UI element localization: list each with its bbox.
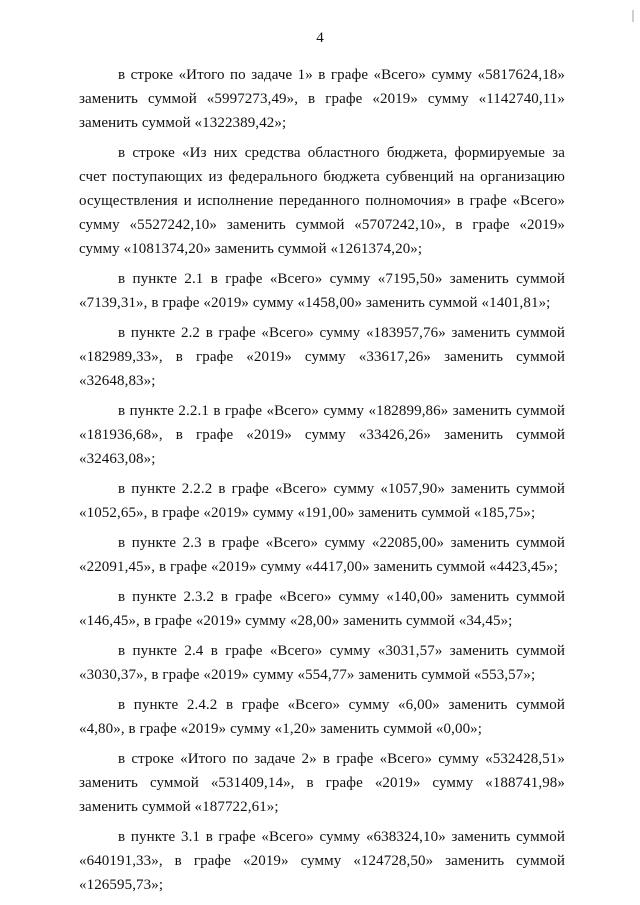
paragraph-item-2-4: в пункте 2.4 в графе «Всего» сумму «3031,57» заменить суммой «3030,37», в графе «2019» сумму «554,77» заменить суммой «553,57»;	[79, 643, 565, 683]
paragraph-item-2-1: в пункте 2.1 в графе «Всего» сумму «7195,50» заменить суммой «7139,31», в графе «2019» сумму «1458,00» заменить суммой «1401,81»;	[79, 271, 565, 311]
paragraph-item-2-3: в пункте 2.3 в графе «Всего» сумму «22085,00» заменить суммой «22091,45», в графе «2019» сумму «4417,00» заменить суммой «4423,45»;	[79, 535, 565, 575]
document-body	[79, 63, 565, 903]
paragraph-item-2-4-2: в пункте 2.4.2 в графе «Всего» сумму «6,00» заменить суммой «4,80», в графе «2019» сумму «1,20» заменить суммой «0,00»;	[79, 697, 565, 737]
paragraph-item-2-3-2: в пункте 2.3.2 в графе «Всего» сумму «140,00» заменить суммой «146,45», в графе «2019» сумму «28,00» заменить суммой «34,45»;	[79, 589, 565, 629]
scan-edge-mark	[632, 10, 634, 22]
paragraph-item-2-2-1: в пункте 2.2.1 в графе «Всего» сумму «182899,86» заменить суммой «181936,68», в графе «2019» сумму «33426,26» заменить суммой «32463,08»;	[79, 403, 565, 467]
paragraph-total-task-1: в строке «Итого по задаче 1» в графе «Всего» сумму «5817624,18» заменить суммой «5997273,49», в графе «2019» сумму «1142740,11» заменить суммой «1322389,42»;	[79, 67, 565, 131]
paragraph-item-2-2: в пункте 2.2 в графе «Всего» сумму «183957,76» заменить суммой «182989,33», в графе «2019» сумму «33617,26» заменить суммой «32648,83»;	[79, 325, 565, 389]
page-number: 4	[316, 30, 324, 46]
paragraph-item-3-1: в пункте 3.1 в графе «Всего» сумму «638324,10» заменить суммой «640191,33», в графе «2019» сумму «124728,50» заменить суммой «126595,73»;	[79, 829, 565, 893]
paragraph-total-task-2: в строке «Итого по задаче 2» в графе «Всего» сумму «532428,51» заменить суммой «531409,14», в графе «2019» сумму «188741,98» заменить суммой «187722,61»;	[79, 751, 565, 815]
paragraph-federal-subventions: в строке «Из них средства областного бюджета, формируемые за счет поступающих из федерального бюджета субвенций на организацию осуществления и исполнение переданного полномочия» в графе «Всего» сумму «5527242,10» заменить суммой «5707242,10», в графе «2019» сумму «1081374,20» заменить суммой «1261374,20»;	[79, 145, 565, 257]
paragraph-item-2-2-2: в пункте 2.2.2 в графе «Всего» сумму «1057,90» заменить суммой «1052,65», в графе «2019» сумму «191,00» заменить суммой «185,75»;	[79, 481, 565, 521]
